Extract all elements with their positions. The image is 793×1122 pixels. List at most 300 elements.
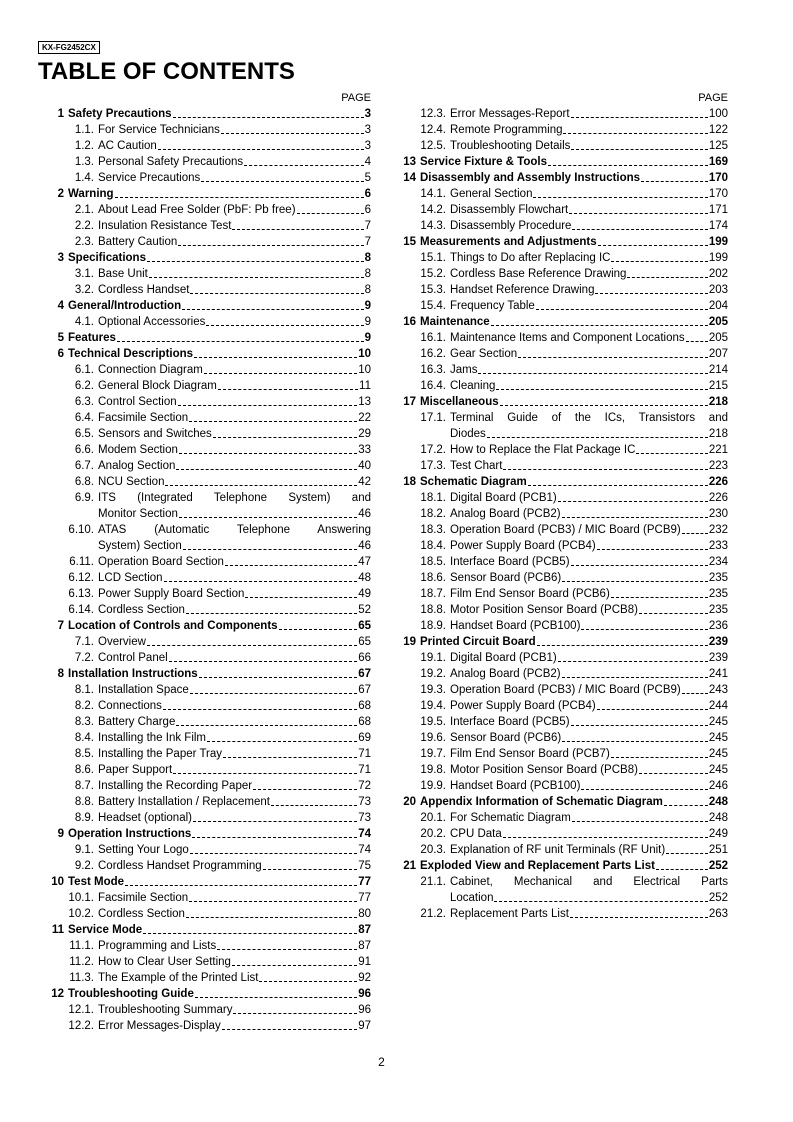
- toc-entry[interactable]: [46, 410, 371, 426]
- toc-section[interactable]: [398, 794, 728, 810]
- toc-section[interactable]: [46, 618, 371, 634]
- toc-entry[interactable]: [398, 378, 728, 394]
- toc-entry[interactable]: [398, 714, 728, 730]
- entry-number: 19.2.: [420, 668, 446, 680]
- dot-leader: [169, 661, 358, 662]
- toc-entry-continuation[interactable]: [398, 890, 728, 906]
- entry-title: Digital Board (PCB1): [450, 652, 557, 664]
- entry-number: 6.4.: [74, 412, 94, 424]
- entry-page: 8: [364, 252, 371, 264]
- toc-entry[interactable]: [398, 538, 728, 554]
- toc-entry[interactable]: [46, 890, 371, 906]
- entry-number: 18.7.: [420, 588, 446, 600]
- toc-entry[interactable]: [46, 1002, 371, 1018]
- toc-section[interactable]: [46, 330, 371, 346]
- toc-entry[interactable]: [398, 554, 728, 570]
- entry-page: 22: [358, 412, 371, 424]
- toc-section[interactable]: [46, 826, 371, 842]
- entry-number: 11.2.: [69, 956, 94, 968]
- entry-page: 68: [358, 700, 371, 712]
- toc-entry[interactable]: [398, 218, 728, 234]
- dot-leader: [218, 389, 358, 390]
- toc-section[interactable]: [46, 186, 371, 202]
- entry-title: Schematic Diagram: [420, 476, 527, 488]
- toc-entry[interactable]: [398, 618, 728, 634]
- entry-number: 8: [57, 668, 64, 680]
- entry-number: 1.2.: [74, 140, 94, 152]
- entry-number: 20.1.: [420, 812, 446, 824]
- toc-entry[interactable]: [46, 698, 371, 714]
- entry-page: 52: [358, 604, 371, 616]
- toc-entry[interactable]: [398, 874, 728, 890]
- toc-section[interactable]: [46, 666, 371, 682]
- entry-number: 8.7.: [74, 780, 94, 792]
- entry-title: Operation Board Section: [98, 556, 224, 568]
- dot-leader: [533, 197, 707, 198]
- entry-number: 6.6.: [74, 444, 94, 456]
- entry-number: 18.4.: [420, 540, 446, 552]
- dot-leader: [597, 549, 708, 550]
- toc-entry[interactable]: [46, 842, 371, 858]
- entry-title: Frequency Table: [450, 300, 535, 312]
- dot-leader: [581, 629, 707, 630]
- toc-entry[interactable]: [398, 330, 728, 346]
- toc-section[interactable]: [398, 314, 728, 330]
- dot-leader: [639, 773, 708, 774]
- dot-leader: [225, 565, 357, 566]
- dot-leader: [562, 741, 708, 742]
- dot-leader: [182, 309, 364, 310]
- entry-number: 18.2.: [420, 508, 446, 520]
- toc-entry[interactable]: [46, 282, 371, 298]
- toc-section[interactable]: [398, 394, 728, 410]
- toc-entry[interactable]: [46, 474, 371, 490]
- entry-number: 6: [57, 348, 64, 360]
- dot-leader: [664, 805, 708, 806]
- toc-entry[interactable]: [46, 714, 371, 730]
- entry-page: 226: [708, 476, 728, 488]
- toc-entry[interactable]: [46, 522, 371, 538]
- entry-title: Control Panel: [98, 652, 168, 664]
- entry-page: 29: [358, 428, 371, 440]
- entry-number: 19.1.: [420, 652, 446, 664]
- toc-section[interactable]: [398, 474, 728, 490]
- entry-title: Programming and Lists: [98, 940, 217, 952]
- entry-title: Terminal Guide of the ICs, Transistors and: [450, 412, 728, 424]
- toc-entry[interactable]: [398, 586, 728, 602]
- dot-leader: [597, 709, 708, 710]
- toc-section[interactable]: [398, 234, 728, 250]
- entry-title: Battery Charge: [98, 716, 176, 728]
- toc-entry[interactable]: [398, 778, 728, 794]
- dot-leader: [186, 917, 357, 918]
- dot-leader: [164, 581, 358, 582]
- entry-number: 5: [57, 332, 64, 344]
- entry-number: 19.4.: [420, 700, 446, 712]
- toc-entry[interactable]: [398, 522, 728, 538]
- entry-title: Disassembly Procedure: [450, 220, 572, 232]
- toc-entry[interactable]: [46, 458, 371, 474]
- toc-entry[interactable]: [398, 106, 728, 122]
- entry-page: 3: [364, 140, 371, 152]
- entry-number: 4.1.: [74, 316, 94, 328]
- entry-number: 11.3.: [69, 972, 94, 984]
- toc-entry[interactable]: [398, 298, 728, 314]
- toc-entry[interactable]: [46, 122, 371, 138]
- toc-entry[interactable]: [398, 442, 728, 458]
- entry-number: 10.2.: [68, 908, 94, 920]
- entry-page: 241: [708, 668, 728, 680]
- entry-title: Service Fixture & Tools: [420, 156, 547, 168]
- entry-page: 252: [708, 860, 728, 872]
- toc-entry[interactable]: [398, 762, 728, 778]
- entry-page: 170: [708, 172, 728, 184]
- entry-page: 6: [364, 204, 371, 216]
- page-number: 2: [378, 1055, 385, 1069]
- entry-number: 8.4.: [74, 732, 94, 744]
- entry-number: 9: [57, 828, 64, 840]
- entry-title: Cordless Section: [98, 604, 185, 616]
- model-number: KX-FG2452CX: [38, 41, 100, 54]
- dot-leader: [158, 149, 364, 150]
- toc-section[interactable]: [46, 250, 371, 266]
- toc-entry[interactable]: [46, 202, 371, 218]
- toc-section[interactable]: [398, 170, 728, 186]
- entry-title: Battery Installation / Replacement: [98, 796, 270, 808]
- dot-leader: [206, 325, 363, 326]
- dot-leader: [478, 373, 707, 374]
- entry-number: 18.5.: [420, 556, 446, 568]
- entry-page: 75: [358, 860, 371, 872]
- entry-number: 19.5.: [420, 716, 446, 728]
- toc-entry[interactable]: [46, 314, 371, 330]
- dot-leader: [558, 661, 708, 662]
- entry-title: Cordless Base Reference Drawing: [450, 268, 627, 280]
- toc-column-left: [46, 90, 371, 1034]
- dot-leader: [572, 821, 708, 822]
- entry-title: Motor Position Sensor Board (PCB8): [450, 604, 638, 616]
- toc-entry[interactable]: [398, 746, 728, 762]
- entry-number: 17.2.: [420, 444, 446, 456]
- entry-title: Maintenance: [420, 316, 490, 328]
- entry-page: 49: [358, 588, 371, 600]
- toc-entry[interactable]: [398, 346, 728, 362]
- dot-leader: [143, 933, 357, 934]
- toc-entry-continuation[interactable]: [398, 426, 728, 442]
- toc-section[interactable]: [398, 634, 728, 650]
- entry-page: 234: [708, 556, 728, 568]
- entry-title: Disassembly and Assembly Instructions: [420, 172, 641, 184]
- toc-entry[interactable]: [398, 250, 728, 266]
- entry-number: 6.8.: [74, 476, 94, 488]
- entry-page: 9: [364, 332, 371, 344]
- dot-leader: [149, 277, 364, 278]
- entry-number: 12: [51, 988, 64, 1000]
- entry-title: Warning: [68, 188, 114, 200]
- entry-title: Error Messages-Display: [98, 1020, 221, 1032]
- dot-leader: [627, 277, 707, 278]
- dot-leader: [222, 1029, 358, 1030]
- dot-leader: [595, 293, 707, 294]
- entry-page: 214: [708, 364, 728, 376]
- dot-leader: [682, 533, 708, 534]
- toc-entry[interactable]: [398, 506, 728, 522]
- toc-entry[interactable]: [46, 650, 371, 666]
- toc-entry[interactable]: [398, 602, 728, 618]
- entry-number: 13: [403, 156, 416, 168]
- entry-page: 100: [708, 108, 728, 120]
- entry-page: 65: [358, 636, 371, 648]
- dot-leader: [190, 293, 363, 294]
- entry-title: Setting Your Logo: [98, 844, 189, 856]
- toc-entry[interactable]: [46, 218, 371, 234]
- toc-entry[interactable]: [398, 282, 728, 298]
- dot-leader: [279, 629, 358, 630]
- entry-page: 71: [358, 748, 371, 760]
- entry-title: Installation Space: [98, 684, 189, 696]
- entry-number: 8.8.: [74, 796, 94, 808]
- dot-leader: [503, 469, 707, 470]
- toc-entry[interactable]: [46, 634, 371, 650]
- dot-leader: [117, 341, 364, 342]
- toc-entry[interactable]: [46, 442, 371, 458]
- toc-entry[interactable]: [46, 730, 371, 746]
- toc-section[interactable]: [46, 346, 371, 362]
- toc-entry[interactable]: [46, 938, 371, 954]
- toc-entry[interactable]: [46, 954, 371, 970]
- dot-leader: [494, 901, 707, 902]
- toc-entry[interactable]: [46, 490, 371, 506]
- entry-title-continued: Location: [450, 892, 494, 904]
- dot-leader: [558, 501, 708, 502]
- entry-page: 96: [358, 988, 371, 1000]
- entry-title: Remote Programming: [450, 124, 563, 136]
- entry-title: Installing the Recording Paper: [98, 780, 253, 792]
- dot-leader: [178, 405, 358, 406]
- entry-number: 20.3.: [420, 844, 446, 856]
- dot-leader: [217, 949, 357, 950]
- entry-page: 218: [708, 428, 728, 440]
- toc-entry[interactable]: [46, 746, 371, 762]
- toc-section[interactable]: [46, 298, 371, 314]
- entry-page: 67: [358, 684, 371, 696]
- toc-entry[interactable]: [46, 554, 371, 570]
- toc-entry[interactable]: [398, 570, 728, 586]
- entry-number: 2.1.: [74, 204, 94, 216]
- entry-title: Installing the Ink Film: [98, 732, 207, 744]
- toc-entry[interactable]: [46, 362, 371, 378]
- entry-number: 21.2.: [420, 908, 446, 920]
- dot-leader: [173, 773, 357, 774]
- toc-entry[interactable]: [46, 154, 371, 170]
- dot-leader: [190, 853, 357, 854]
- toc-entry[interactable]: [46, 810, 371, 826]
- entry-number: 12.5.: [420, 140, 446, 152]
- toc-entry[interactable]: [398, 186, 728, 202]
- entry-page: 68: [358, 716, 371, 728]
- dot-leader: [189, 901, 357, 902]
- entry-number: 14.3.: [420, 220, 446, 232]
- dot-leader: [244, 165, 363, 166]
- toc-entry[interactable]: [46, 906, 371, 922]
- entry-number: 20.2.: [420, 828, 446, 840]
- page-title: TABLE OF CONTENTS: [38, 58, 295, 85]
- dot-leader: [223, 757, 357, 758]
- entry-page: 3: [364, 124, 371, 136]
- entry-number: 16.3.: [420, 364, 446, 376]
- entry-page: 48: [358, 572, 371, 584]
- toc-entry[interactable]: [46, 794, 371, 810]
- toc-entry[interactable]: [46, 778, 371, 794]
- toc-entry[interactable]: [46, 266, 371, 282]
- toc-entry[interactable]: [46, 138, 371, 154]
- entry-number: 14.2.: [420, 204, 446, 216]
- entry-title: Facsimile Section: [98, 412, 189, 424]
- entry-number: 11: [51, 924, 64, 936]
- entry-page: 246: [708, 780, 728, 792]
- entry-page: 230: [708, 508, 728, 520]
- toc-section[interactable]: [46, 106, 371, 122]
- entry-page: 235: [708, 572, 728, 584]
- toc-section[interactable]: [398, 858, 728, 874]
- entry-page: 9: [364, 316, 371, 328]
- entry-page: 73: [358, 812, 371, 824]
- entry-page: 251: [708, 844, 728, 856]
- entry-title: Disassembly Flowchart: [450, 204, 569, 216]
- entry-number: 3.2.: [74, 284, 94, 296]
- toc-entry[interactable]: [46, 170, 371, 186]
- entry-page: 235: [708, 604, 728, 616]
- entry-page: 245: [708, 764, 728, 776]
- entry-title: Features: [68, 332, 116, 344]
- dot-leader: [686, 341, 708, 342]
- dot-leader: [271, 805, 357, 806]
- entry-page: 5: [364, 172, 371, 184]
- toc-entry[interactable]: [46, 378, 371, 394]
- entry-page: 8: [364, 268, 371, 280]
- entry-page: 77: [358, 892, 371, 904]
- entry-page: 65: [358, 620, 371, 632]
- entry-title: Power Supply Board (PCB4): [450, 700, 596, 712]
- toc-entry-continuation[interactable]: [46, 506, 371, 522]
- toc-section[interactable]: [46, 874, 371, 890]
- dot-leader: [656, 869, 708, 870]
- entry-title: Location of Controls and Components: [68, 620, 278, 632]
- entry-title: Printed Circuit Board: [420, 636, 536, 648]
- entry-number: 8.1.: [74, 684, 94, 696]
- toc-entry[interactable]: [398, 490, 728, 506]
- entry-number: 3.1.: [74, 268, 94, 280]
- entry-number: 9.2.: [74, 860, 94, 872]
- dot-leader: [562, 517, 708, 518]
- entry-page: 13: [358, 396, 371, 408]
- toc-entry[interactable]: [398, 138, 728, 154]
- dot-leader: [536, 309, 708, 310]
- entry-number: 15.1.: [420, 252, 446, 264]
- dot-leader: [572, 229, 707, 230]
- dot-leader: [562, 677, 708, 678]
- entry-page: 226: [708, 492, 728, 504]
- entry-title: Exploded View and Replacement Parts List: [420, 860, 655, 872]
- toc-entry[interactable]: [398, 202, 728, 218]
- toc-entry[interactable]: [46, 394, 371, 410]
- entry-page: 92: [358, 972, 371, 984]
- toc-entry[interactable]: [46, 586, 371, 602]
- entry-title: Power Supply Board (PCB4): [450, 540, 596, 552]
- entry-page: 239: [708, 652, 728, 664]
- toc-entry[interactable]: [46, 234, 371, 250]
- toc-entry[interactable]: [398, 266, 728, 282]
- toc-entry[interactable]: [398, 650, 728, 666]
- entry-page: 233: [708, 540, 728, 552]
- toc-entry[interactable]: [398, 362, 728, 378]
- entry-number: 21.1.: [420, 876, 446, 888]
- entry-page: 122: [708, 124, 728, 136]
- toc-entry[interactable]: [46, 762, 371, 778]
- dot-leader: [611, 261, 707, 262]
- entry-number: 6.13.: [68, 588, 94, 600]
- toc-entry[interactable]: [46, 970, 371, 986]
- toc-entry[interactable]: [46, 682, 371, 698]
- toc-entry[interactable]: [398, 906, 728, 922]
- entry-page: 199: [708, 236, 728, 248]
- dot-leader: [528, 485, 708, 486]
- dot-leader: [666, 853, 708, 854]
- dot-leader: [183, 549, 357, 550]
- entry-page: 218: [708, 396, 728, 408]
- toc-entry[interactable]: [398, 826, 728, 842]
- toc-entry[interactable]: [46, 602, 371, 618]
- entry-title: Replacement Parts List: [450, 908, 569, 920]
- entry-number: 14.1.: [420, 188, 446, 200]
- toc-entry[interactable]: [398, 666, 728, 682]
- entry-title: ATAS (Automatic Telephone Answering: [98, 524, 371, 536]
- dot-leader: [232, 229, 363, 230]
- dot-leader: [571, 725, 708, 726]
- toc-entry[interactable]: [398, 698, 728, 714]
- entry-number: 19.3.: [420, 684, 446, 696]
- entry-title: Jams: [450, 364, 478, 376]
- dot-leader: [548, 165, 708, 166]
- entry-number: 3: [57, 252, 64, 264]
- toc-section[interactable]: [46, 986, 371, 1002]
- toc-section[interactable]: [398, 154, 728, 170]
- toc-entry[interactable]: [46, 1018, 371, 1034]
- entry-title: Analog Board (PCB2): [450, 508, 561, 520]
- toc-entry[interactable]: [398, 458, 728, 474]
- entry-title: Sensor Board (PCB6): [450, 732, 562, 744]
- toc-entry[interactable]: [398, 682, 728, 698]
- toc-entry[interactable]: [46, 570, 371, 586]
- toc-entry[interactable]: [398, 410, 728, 426]
- toc-entry[interactable]: [398, 730, 728, 746]
- dot-leader: [189, 421, 357, 422]
- toc-entry-continuation[interactable]: [46, 538, 371, 554]
- dot-leader: [176, 469, 357, 470]
- toc-section[interactable]: [46, 922, 371, 938]
- toc-entry[interactable]: [398, 842, 728, 858]
- entry-page: 97: [358, 1020, 371, 1032]
- entry-title: Motor Position Sensor Board (PCB8): [450, 764, 638, 776]
- entry-page: 46: [358, 540, 371, 552]
- toc-entry[interactable]: [46, 426, 371, 442]
- toc-column-right: [398, 90, 728, 922]
- toc-entry[interactable]: [398, 810, 728, 826]
- toc-entry[interactable]: [398, 122, 728, 138]
- toc-entry[interactable]: [46, 858, 371, 874]
- entry-page: 245: [708, 716, 728, 728]
- dot-leader: [571, 117, 708, 118]
